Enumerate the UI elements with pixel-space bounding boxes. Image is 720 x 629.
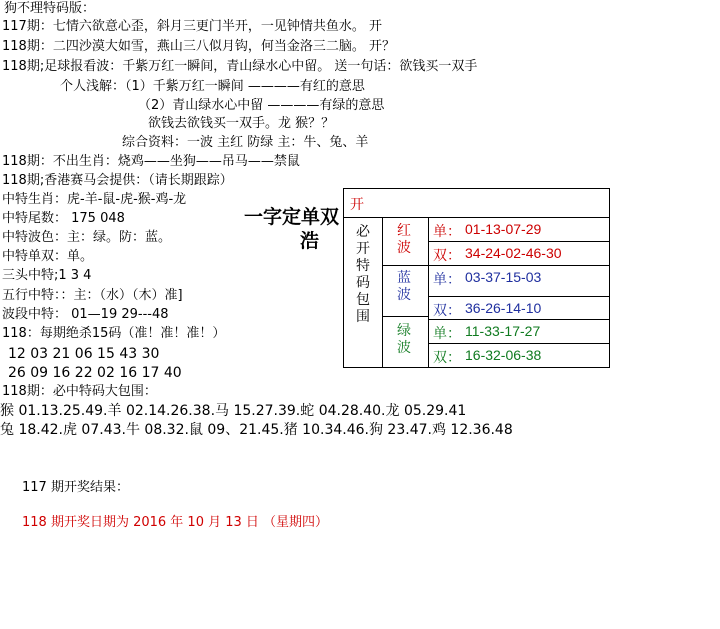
line-surround-title: 118期：必中特码大包围： xyxy=(2,384,157,399)
table-row: 单： 11-33-17-27 xyxy=(428,319,610,344)
line-tail-numbers: 中特尾数： 175 048 xyxy=(2,211,125,226)
table-open-label: 开 xyxy=(350,196,364,212)
table-row: 双： 34-24-02-46-30 xyxy=(428,241,610,266)
line-combined-info: 综合资料：一波 主红 防绿 主：牛、兔、羊 xyxy=(122,135,369,150)
line-kill-numbers-2: 26 09 16 22 02 16 17 40 xyxy=(8,365,182,381)
line-odd-even: 中特单双：单。 xyxy=(2,249,94,264)
table-vertical-col xyxy=(343,217,383,368)
page-title: 狗不理特码版： xyxy=(4,1,96,16)
table-blue-wave: 蓝 波 xyxy=(382,265,429,317)
table-open-row xyxy=(343,188,610,218)
line-117-poem: 117期：七情六欲意心歪，斜月三更门半开，一见钟情共鱼水。 开 xyxy=(2,19,382,34)
table-vertical-text: 必 开 特 码 包 围 xyxy=(356,224,370,325)
line-hk-jockey: 118期;香港赛马会提供：（请长期跟踪） xyxy=(2,173,233,188)
line-three-heads: 三头中特;1 3 4 xyxy=(2,268,92,283)
special-code-table xyxy=(343,188,610,368)
line-surround-2: 兔 18.42.虎 07.43.牛 08.32.鼠 09、21.45.猪 10.34.46.狗 23.47.鸡 12.36.48 xyxy=(0,422,513,438)
table-red-wave: 红 波 xyxy=(382,217,429,266)
line-118-poem: 118期：二四沙漠大如雪，燕山三八似月钩，何当金洛三二脑。 开？ xyxy=(2,39,395,54)
line-zodiac: 中特生肖：虎-羊-鼠-虎-猴-鸡-龙 xyxy=(2,192,187,207)
table-row: 双： 16-32-06-38 xyxy=(428,343,610,368)
line-result: 117 期开奖结果： xyxy=(22,480,129,495)
table-row: 双： 36-26-14-10 xyxy=(428,296,610,320)
signature-line-1: 一字定单双 xyxy=(244,206,340,228)
table-row: 单： 01-13-07-29 xyxy=(428,217,610,242)
line-personal-note-3: 欲钱去欲钱买一双手。龙 猴？？ xyxy=(148,116,335,131)
line-football-tip: 118期;足球报看波：千紫万红一瞬间，青山绿水心中留。 送一句话：欲钱买一双手 xyxy=(2,59,478,74)
table-green-wave: 绿 波 xyxy=(382,316,429,368)
line-five-elements: 五行中特：：主：（水）（木）准] xyxy=(2,288,183,303)
line-personal-note-2: （2）青山绿水心中留 ————有绿的意思 xyxy=(138,98,385,113)
table-row: 单： 03-37-15-03 xyxy=(428,265,610,297)
line-personal-note-1: 个人浅解：（1）千紫万红一瞬间 ————有红的意思 xyxy=(60,79,365,94)
line-excluded-zodiac: 118期：不出生肖：烧鸡——坐狗——吊马——禁鼠 xyxy=(2,154,300,169)
signature-line-2: 浩 xyxy=(300,230,320,252)
line-draw-date: 118 期开奖日期为 2016 年 10 月 13 日 （星期四） xyxy=(22,515,329,530)
line-kill-numbers-1: 12 03 21 06 15 43 30 xyxy=(8,346,160,362)
line-kill-15: 118：每期绝杀15码（准！准！准！） xyxy=(2,326,226,341)
line-band: 波段中特： 01—19 29---48 xyxy=(2,307,169,322)
line-wave-color: 中特波色：主：绿。防：蓝。 xyxy=(2,230,172,245)
line-surround-1: 猴 01.13.25.49.羊 02.14.26.38.马 15.27.39.蛇 04.28.40.龙 05.29.41 xyxy=(0,403,467,419)
